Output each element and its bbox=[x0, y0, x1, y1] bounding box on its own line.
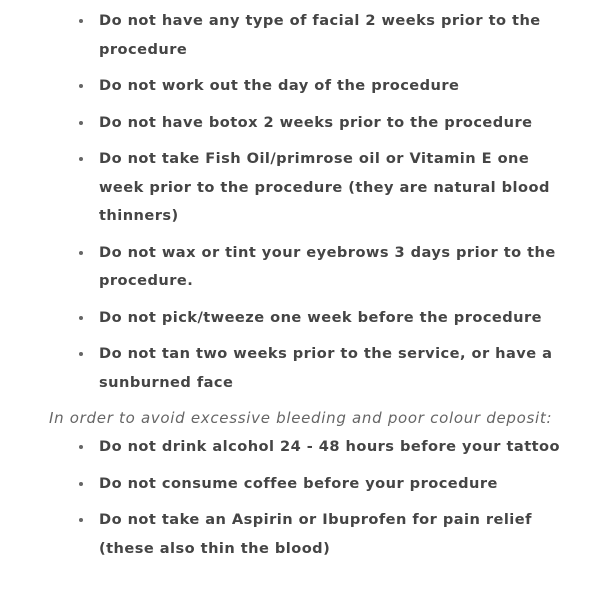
bullet-icon bbox=[79, 84, 83, 88]
bullet-icon bbox=[79, 157, 83, 161]
list-item bbox=[0, 239, 600, 296]
list-item bbox=[0, 109, 600, 138]
bullet-icon bbox=[79, 19, 83, 23]
bleeding-prevention-list bbox=[0, 433, 600, 563]
bullet-icon bbox=[79, 121, 83, 125]
list-item bbox=[0, 470, 600, 499]
list-item-text: Do not have any type of facial 2 weeks prior to the procedure bbox=[99, 12, 541, 58]
list-item bbox=[0, 340, 600, 397]
list-item-text: Do not wax or tint your eyebrows 3 days prior to the procedure. bbox=[99, 243, 556, 289]
list-item-text: Do not pick/tweeze one week before the procedure bbox=[99, 308, 543, 326]
bullet-icon bbox=[79, 482, 83, 486]
list-item-text: Do not work out the day of the procedure bbox=[99, 77, 460, 94]
list-item bbox=[0, 433, 600, 462]
bullet-icon bbox=[79, 316, 83, 320]
list-item-text: Do not have botox 2 weeks prior to the procedure bbox=[99, 113, 533, 131]
list-item-text: Do not tan two weeks prior to the service, or have a sunburned face bbox=[99, 345, 553, 391]
bleeding-note: In order to avoid excessive bleeding and poor colour deposit: bbox=[49, 409, 553, 427]
list-item-text: Do not take an Aspirin or Ibuprofen for pain relief (these also thin the blood) bbox=[99, 511, 532, 557]
bullet-icon bbox=[79, 518, 83, 522]
list-item bbox=[0, 145, 600, 231]
list-item bbox=[0, 304, 600, 333]
list-item bbox=[0, 506, 600, 563]
list-item-text: Do not consume coffee before your procedure bbox=[99, 474, 498, 492]
pre-procedure-list bbox=[0, 7, 600, 397]
list-item bbox=[0, 7, 600, 64]
bullet-icon bbox=[79, 445, 83, 449]
list-item-text: Do not drink alcohol 24 - 48 hours before your tattoo bbox=[99, 438, 561, 455]
list-item bbox=[0, 72, 600, 101]
bullet-icon bbox=[79, 251, 83, 255]
bullet-icon bbox=[79, 352, 83, 356]
list-item-text: Do not take Fish Oil/primrose oil or Vitamin E one week prior to the procedure (they are natural blood thinners) bbox=[99, 150, 550, 224]
